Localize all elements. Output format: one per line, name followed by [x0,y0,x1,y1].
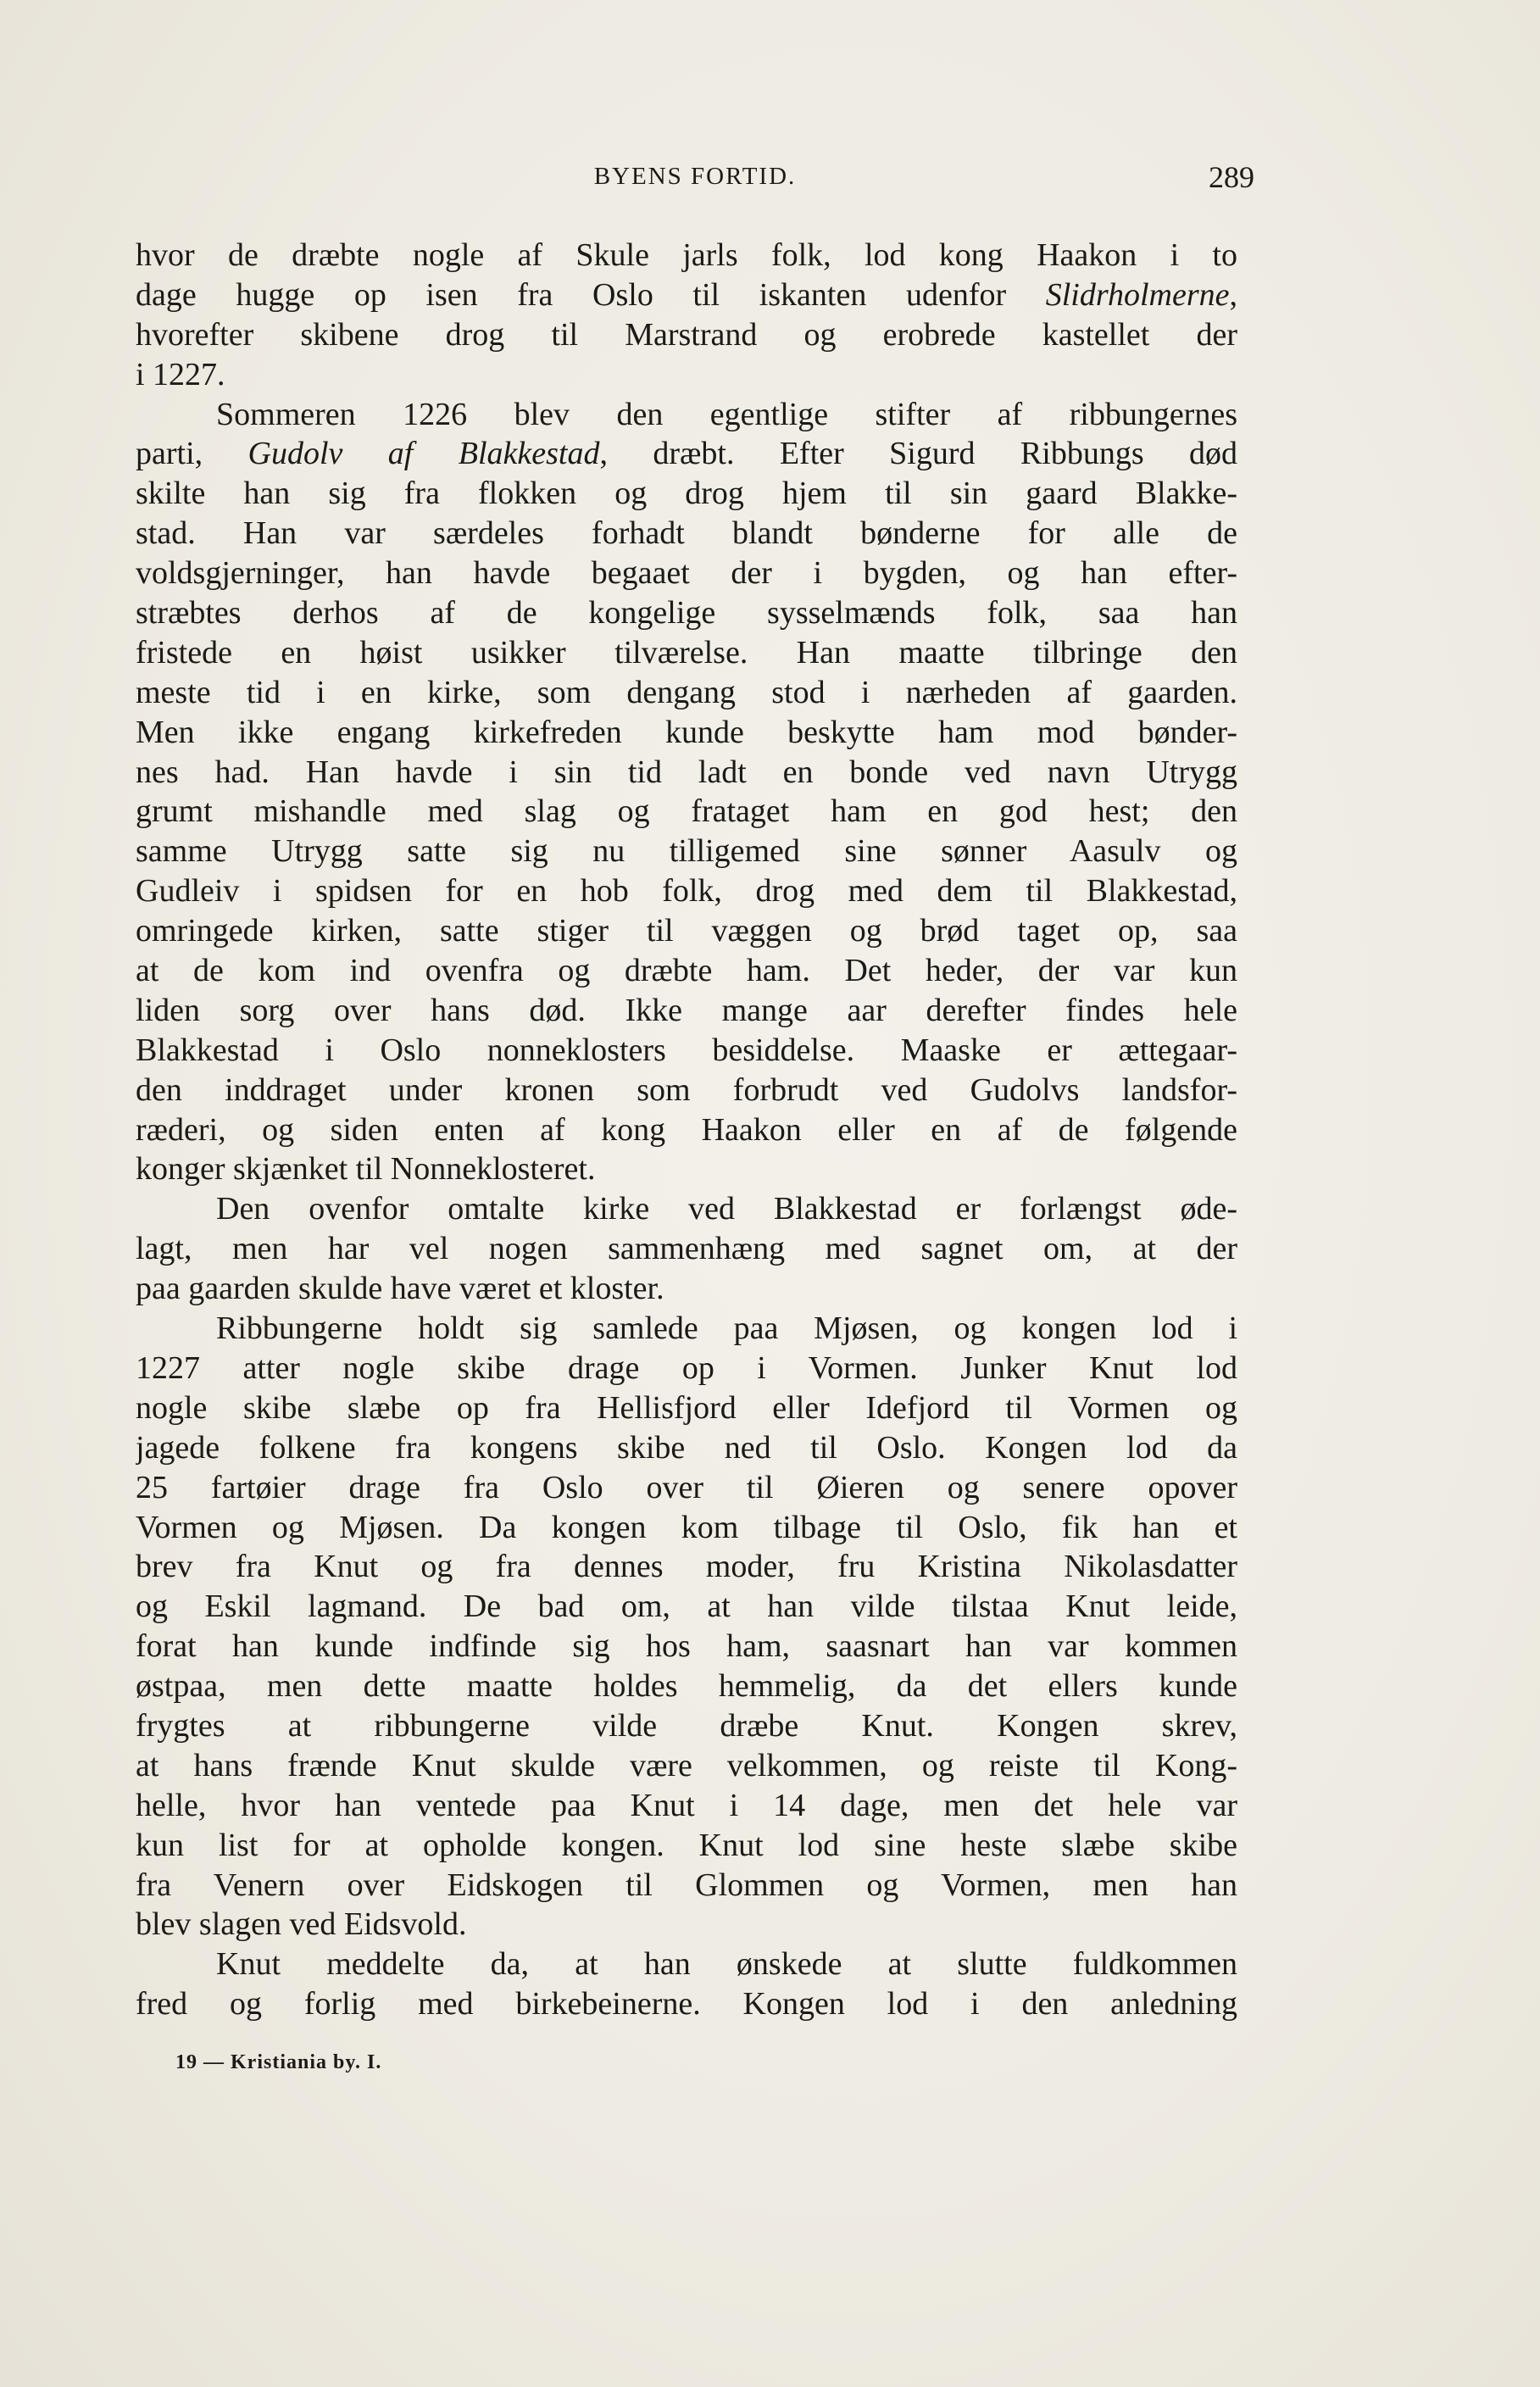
text-line [136,1866,1237,1906]
text-line [136,1508,1237,1548]
text-line-content: voldsgjerninger, han havde begaaet der i bygden, og han efter- [136,555,1237,592]
text-line-content: ræderi, og siden enten af kong Haakon eller en af de følgende [136,1111,1237,1148]
text-line [136,1984,1237,2024]
text-line-content: paa gaarden skulde have været et kloster. [136,1271,664,1307]
text-line [136,1428,1237,1468]
text-line-content: Ribbungerne holdt sig samlede paa Mjøsen, og kongen lod i [216,1310,1237,1347]
text-line [136,434,1237,474]
text-line-content: Gudleiv i spidsen for en hob folk, drog med dem til Blakkestad, [136,873,1237,910]
text-line-content: konger skjænket til Nonneklosteret. [136,1151,596,1188]
text-line [136,1627,1237,1666]
text-line [136,911,1237,951]
text-line-content: omringede kirken, satte stiger til væggen og brød taget op, saa [136,913,1237,949]
text-line [136,1945,1237,1984]
text-line [136,1149,1237,1189]
text-line-content: fristede en høist usikker tilværelse. Han maatte tilbringe den [136,634,1237,670]
text-line-content: Men ikke engang kirkefreden kunde beskytte ham mod bønder- [136,714,1237,750]
text-line [136,554,1237,593]
text-line-content: lagt, men har vel nogen sammenhæng med sagnet om, at der [136,1231,1237,1267]
text-line [136,275,1237,315]
printer-signature: 19 — Kristiania by. I. [175,2051,382,2073]
text-line [136,593,1237,633]
text-line-content: forat han kunde indfinde sig hos ham, saasnart han var kommen [136,1628,1237,1665]
text-line-content: østpaa, men dette maatte holdes hemmelig, da det ellers kunde [136,1668,1237,1705]
text-line [136,514,1237,554]
text-line [136,1110,1237,1150]
text-line [136,951,1237,991]
text-line-content: stræbtes derhos af de kongelige sysselmænds folk, saa han [136,595,1237,632]
text-line [136,1547,1237,1587]
text-line [136,871,1237,911]
text-line-content: samme Utrygg satte sig nu tilligemed sine sønner Aasulv og [136,833,1237,870]
text-line [136,792,1237,832]
text-line-content: Blakkestad i Oslo nonneklosters besiddelse. Maaske er ættegaar- [136,1032,1237,1068]
running-head: BYENS FORTID. [593,163,797,190]
text-line [136,1229,1237,1269]
italic-name: Slidrholmerne [1045,276,1230,313]
text-line [136,1746,1237,1786]
text-line-content: fred og forlig med birkebeinerne. Kongen lod i den anledning [136,1986,1237,2023]
text-line-content: stad. Han var særdeles forhadt blandt bønderne for alle de [136,515,1237,552]
text-line [136,1786,1237,1826]
text-line-content: Knut meddelte da, at han ønskede at slutte fuldkommen [216,1946,1237,1983]
text-line-content: at de kom ind ovenfra og dræbte ham. Det heder, der var kun [136,953,1237,989]
text-line-content: Vormen og Mjøsen. Da kongen kom tilbage til Oslo, fik han et [136,1509,1237,1545]
text-line [136,1388,1237,1428]
text-line [136,236,1237,275]
text-line-content: hvorefter skibene drog til Marstrand og erobrede kastellet der [136,316,1237,353]
text-line-content: hvor de dræbte nogle af Skule jarls folk, lod kong Haakon i to [136,237,1237,273]
text-line [136,1269,1237,1309]
text-line-content: liden sorg over hans død. Ikke mange aar derefter findes hele [136,992,1237,1028]
text-line [136,1189,1237,1229]
text-line-content: at hans frænde Knut skulde være velkommen, og reiste til Kong- [136,1747,1237,1783]
text-line-content: den inddraget under kronen som forbrudt ved Gudolvs landsfor- [136,1071,1237,1108]
body-text [136,236,1237,2024]
text-line-content: helle, hvor han ventede paa Knut i 14 dage, men det hele var [136,1787,1237,1823]
text-line [136,991,1237,1031]
text-line [136,1031,1237,1071]
text-line [136,355,1237,395]
text-line-content: og Eskil lagmand. De bad om, at han vilde tilstaa Knut leide, [136,1589,1237,1625]
text-line [136,832,1237,871]
text-line [136,1587,1237,1627]
text-line-content: meste tid i en kirke, som dengang stod i nærheden af gaarden. [136,674,1237,710]
text-line [136,395,1237,435]
text-line-content: Sommeren 1226 blev den egentlige stifter af ribbungernes [216,396,1237,432]
text-line-content: blev slagen ved Eidsvold. [136,1906,467,1943]
text-line-content: i 1227. [136,356,225,392]
text-line [136,1468,1237,1508]
text-line-content: Den ovenfor omtalte kirke ved Blakkestad er forlængst øde- [216,1191,1237,1227]
text-line-content: jagede folkene fra kongens skibe ned til Oslo. Kongen lod da [136,1429,1237,1466]
text-line [136,1905,1237,1945]
text-line-content: fra Venern over Eidskogen til Glommen og Vormen, men han [136,1867,1237,1903]
text-line-content: nes had. Han havde i sin tid ladt en bonde ved navn Utrygg [136,754,1237,790]
text-line-content: dage hugge op isen fra Oslo til iskanten udenfor Slidrholmerne, [136,276,1237,313]
text-line-content: nogle skibe slæbe op fra Hellisfjord eller Idefjord til Vormen og [136,1389,1237,1426]
text-line [136,713,1237,753]
text-line-content: brev fra Knut og fra dennes moder, fru Kristina Nikolasdatter [136,1549,1237,1585]
text-line-content: 1227 atter nogle skibe drage op i Vormen. Junker Knut lod [136,1349,1237,1386]
text-line [136,1349,1237,1388]
italic-name: Gudolv af Blakkestad [247,436,600,472]
text-line-content: 25 fartøier drage fra Oslo over til Øieren og senere opover [136,1469,1237,1505]
text-line [136,1826,1237,1866]
text-line [136,315,1237,355]
text-line-content: parti, Gudolv af Blakkestad, dræbt. Efter Sigurd Ribbungs død [136,436,1237,472]
text-line [136,753,1237,793]
page-header [136,159,1254,193]
text-line [136,1706,1237,1746]
text-line [136,673,1237,713]
text-line-content: skilte han sig fra flokken og drog hjem til sin gaard Blakke- [136,476,1237,512]
text-line-content: kun list for at opholde kongen. Knut lod sine heste slæbe skibe [136,1827,1237,1863]
page-number: 289 [1209,160,1254,194]
text-line [136,1666,1237,1706]
text-line-content: frygtes at ribbungerne vilde dræbe Knut. Kongen skrev, [136,1707,1237,1744]
text-line [136,1309,1237,1349]
text-line [136,474,1237,514]
text-line [136,1071,1237,1110]
text-line-content: grumt mishandle med slag og frataget ham en god hest; den [136,793,1237,830]
text-line [136,633,1237,673]
